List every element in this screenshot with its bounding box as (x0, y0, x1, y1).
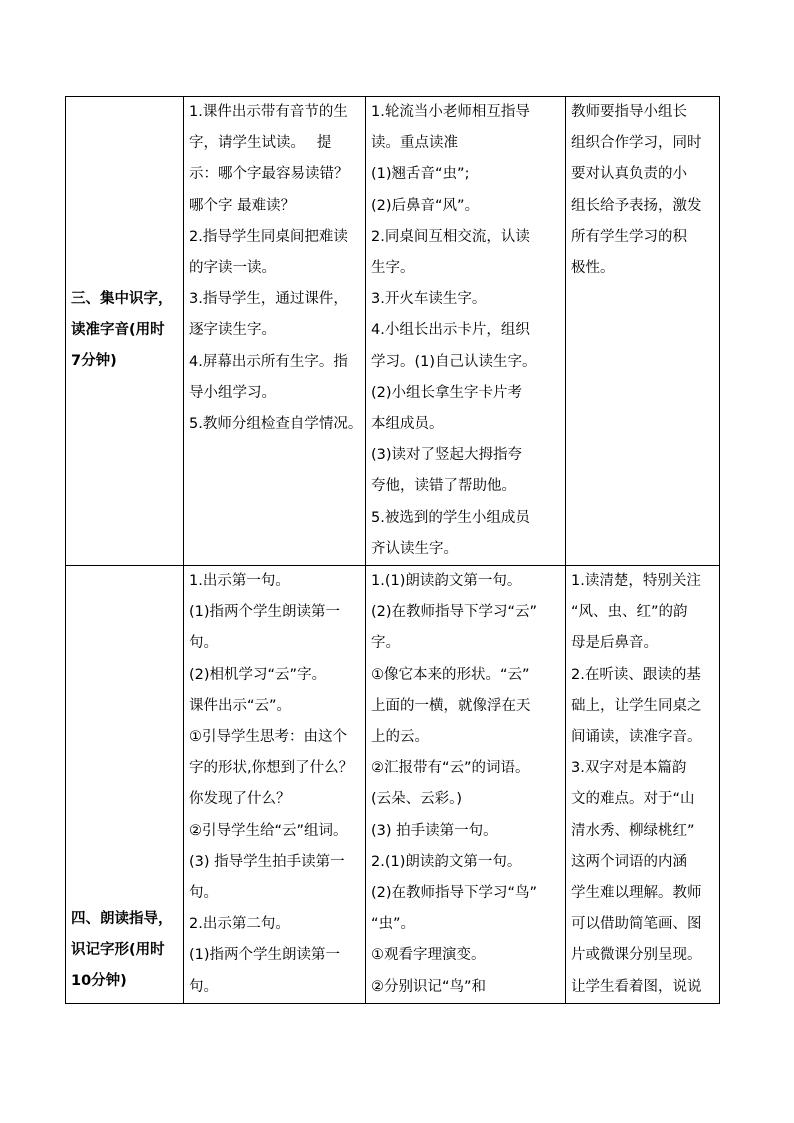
text-line: 的字读一读。 (189, 260, 276, 277)
text-line: 3.双字对是本篇韵 (571, 760, 687, 777)
text-line: 句。 (189, 978, 218, 995)
notes-cell (566, 566, 720, 1004)
text-line: (2)相机学习“云”字。 (189, 666, 327, 683)
stage-line: 四、朗读指导， (71, 910, 173, 927)
text-line: 3.指导学生，通过课件， (189, 291, 348, 308)
text-line: (3)读对了竖起大拇指夸 (371, 447, 523, 464)
text-line: (1)翘舌音“虫”; (371, 166, 470, 183)
student-activity-cell (366, 97, 566, 566)
lesson-plan-table (65, 96, 720, 1004)
text-line: (云朵、云彩。) (371, 791, 463, 808)
text-line: 4.屏幕出示所有生字。指 (189, 353, 348, 370)
teacher-activity-cell (184, 566, 366, 1004)
text-line: 础上，让学生同桌之 (571, 697, 702, 714)
text-line: ②汇报带有“云”的词语。 (371, 760, 530, 777)
text-line: 1.轮流当小老师相互指导 (371, 104, 530, 120)
text-line: 这两个词语的内涵 (571, 853, 687, 870)
text-line: 2.在听读、跟读的基 (571, 666, 701, 683)
table-row (66, 97, 720, 566)
text-line: (1)指两个学生朗读第一 (189, 604, 341, 621)
text-line: 1.读清楚，特别关注 (571, 573, 701, 590)
text-line: (2)小组长拿生字卡片考 (371, 384, 523, 401)
text-line: 哪个字 最难读？ (189, 197, 296, 214)
notes-cell (566, 97, 720, 566)
text-line: 组长给予表扬，激发 (571, 197, 702, 214)
text-line: “风、虫、红”的韵 (571, 604, 688, 621)
text-line: 上的云。 (371, 729, 429, 746)
text-line: 3.开火车读生字。 (371, 291, 487, 308)
text-line: 清水秀、柳绿桃红” (571, 822, 695, 839)
text-line: 读。重点读准 (371, 135, 458, 152)
text-line: ②分别识记“鸟”和 (371, 978, 487, 995)
text-line: ①引导学生思考：由这个 (189, 729, 347, 746)
text-line: 生字。 (371, 260, 415, 277)
student-activity-cell (366, 566, 566, 1004)
text-line: ②引导学生给“云”组词。 (189, 822, 348, 839)
text-line: 2.指导学生同桌间把难读 (189, 228, 348, 245)
stage-line: 三、集中识字， (71, 291, 173, 307)
text-line: 字。 (371, 635, 400, 652)
text-line: (3) 指导学生拍手读第一 (189, 853, 345, 870)
text-line: 5.被选到的学生小组成员 (371, 509, 530, 526)
text-line: 本组成员。 (371, 416, 444, 433)
text-line: 4.小组长出示卡片，组织 (371, 322, 530, 339)
text-line: 导小组学习。 (189, 384, 276, 401)
text-line: 5.教师分组检查自学情况。 (189, 416, 363, 433)
text-line: 2.出示第二句。 (189, 916, 290, 933)
text-line: (1)指两个学生朗读第一 (189, 947, 341, 964)
text-line: 极性。 (571, 260, 615, 277)
text-line: ①像它本来的形状。“云” (371, 666, 530, 683)
text-line: 齐认读生字。 (371, 540, 458, 557)
text-line: (2)后鼻音“风”。 (371, 197, 480, 214)
text-line: 字的形状,你想到了什么？ (189, 760, 354, 777)
text-line: 教师要指导小组长 (571, 104, 687, 120)
text-line: 1.出示第一句。 (189, 573, 290, 590)
text-line: (3) 拍手读第一句。 (371, 822, 498, 839)
text-line: “虫”。 (371, 916, 416, 933)
text-line: 字，请学生试读。 提 (189, 135, 332, 152)
text-line: 句。 (189, 885, 218, 902)
text-line: 学生难以理解。教师 (571, 885, 702, 902)
text-line: 夸他，读错了帮助他。 (371, 478, 516, 495)
stage-line: 7分钟) (71, 353, 117, 369)
text-line: 你发现了什么？ (189, 791, 291, 808)
text-line: 课件出示“云”。 (189, 697, 292, 714)
stage-cell (66, 566, 184, 1004)
text-line: 所有学生学习的积 (571, 228, 687, 245)
text-line: 学习。(1)自己认读生字。 (371, 353, 537, 370)
text-line: 上面的一横，就像浮在天 (371, 697, 531, 714)
text-line: 示：哪个字最容易读错？ (189, 166, 349, 183)
text-line: 让学生看着图，说说 (571, 978, 702, 995)
text-line: (2)在教师指导下学习“鸟” (371, 885, 538, 902)
table-row (66, 566, 720, 1004)
text-line: 逐字读生字。 (189, 322, 276, 339)
teacher-activity-cell (184, 97, 366, 566)
text-line: 要对认真负责的小 (571, 166, 687, 183)
text-line: 1.课件出示带有音节的生 (189, 104, 348, 120)
text-line: 母是后鼻音。 (571, 635, 658, 652)
stage-cell (66, 97, 184, 566)
text-line: 可以借助简笔画、图 (571, 916, 702, 933)
text-line: 1.(1)朗读韵文第一句。 (371, 573, 522, 590)
text-line: 2.同桌间互相交流，认读 (371, 228, 530, 245)
stage-line: 识记字形(用时 (71, 941, 165, 958)
stage-line: 10分钟) (71, 972, 127, 989)
text-line: 间诵读，读准字音。 (571, 729, 702, 746)
text-line: ①观看字理演变。 (371, 947, 486, 964)
text-line: 片或微课分别呈现。 (571, 947, 702, 964)
text-line: 组织合作学习，同时 (571, 135, 702, 152)
text-line: (2)在教师指导下学习“云” (371, 604, 538, 621)
stage-line: 读准字音(用时 (71, 322, 165, 338)
text-line: 句。 (189, 635, 218, 652)
text-line: 文的难点。对于“山 (571, 791, 695, 808)
text-line: 2.(1)朗读韵文第一句。 (371, 853, 522, 870)
